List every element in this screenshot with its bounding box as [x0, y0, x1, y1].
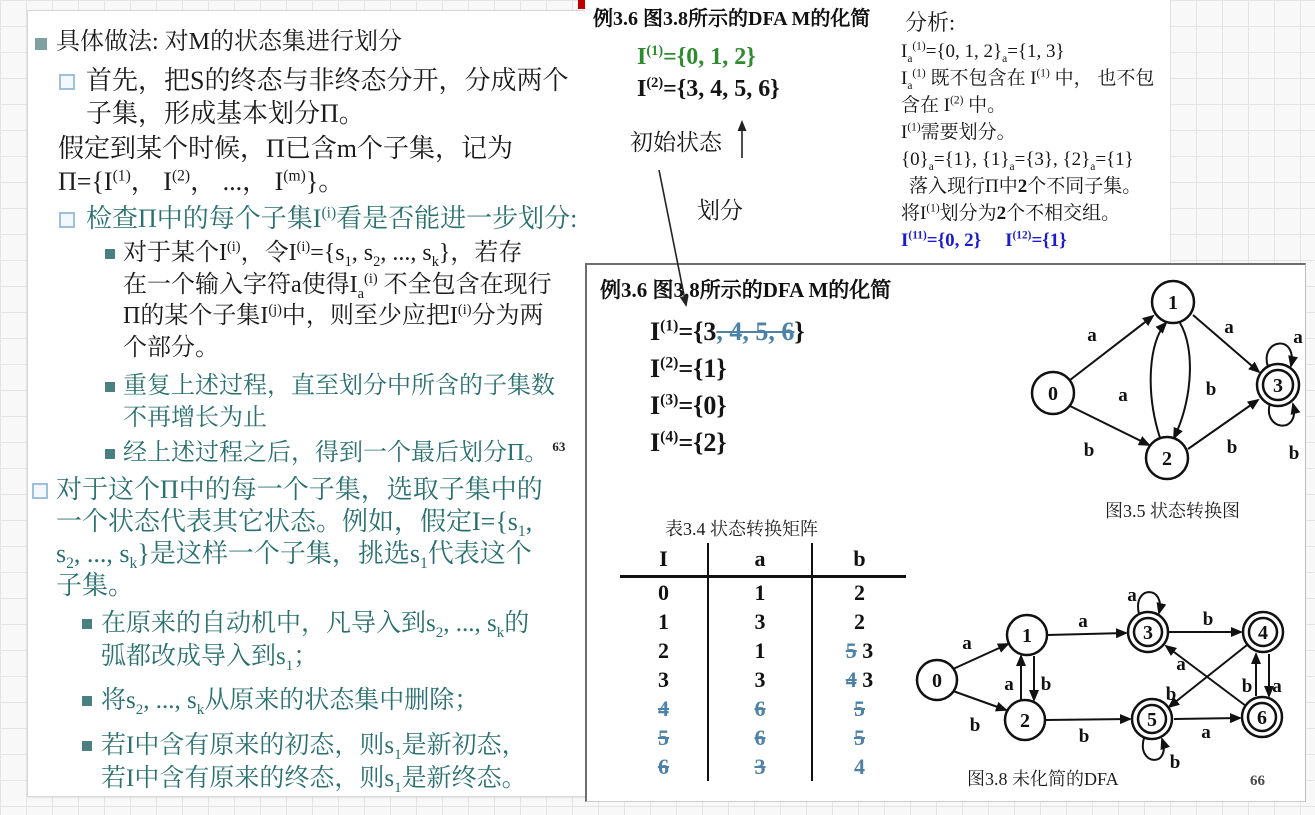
bullet-outline-square-icon: [32, 483, 48, 499]
table-header-row: [620, 543, 906, 577]
bullet-square-icon: [105, 249, 115, 259]
analysis-line: 含在 $I^{(2)}$ 中。: [901, 94, 1007, 116]
fig35-edge-label: a: [1118, 385, 1128, 406]
partition-label: 划分: [697, 198, 743, 223]
fig38-state-label: 1: [1022, 625, 1032, 647]
slide-bottom-right: [585, 263, 1306, 802]
left-slide-line: 子集，形成基本划分Π。: [86, 99, 365, 128]
left-slide-line: 若I中含有原来的终态，则$s_1$是新终态。: [101, 765, 527, 796]
table-cell: 3: [708, 665, 812, 694]
left-slide-line: 检查Π中的每个子集$I^{(i)}$看是否能进一步划分:: [86, 204, 577, 234]
table-cell: 6: [708, 694, 812, 723]
table-row: [620, 636, 906, 665]
left-slide-line: 在原来的自动机中，凡导入到$s_2$, ..., $s_k$的: [101, 610, 529, 639]
fig35-diagram: [982, 273, 1312, 498]
fig38-edge-0-1: [953, 644, 1008, 669]
left-slide-line: 经上述过程之后，得到一个最后划分Π。 $^{63}$: [123, 440, 565, 468]
left-slide-line: 对于某个$I^{(i)}$，令$I^{(i)}=\{s_1$, $s_2$, ..., $s_k$}，若存: [123, 240, 522, 268]
table-row: [620, 723, 906, 752]
left-slide-line: Π的某个子集$I^{(j)}$中，则至少应把$I^{(i)}$分为两: [123, 302, 544, 329]
fig35-edge-label: a: [1293, 327, 1303, 348]
fig35-caption: 图3.5 状态转换图: [1105, 501, 1240, 521]
left-slide-line: 在一个输入字符a使得$I_a^{(i)}$ 不全包含在现行: [123, 271, 552, 302]
analysis-line: 将$I^{(1)}$划分为2个不相交组。: [901, 202, 1121, 224]
fig35-state-label: 0: [1048, 383, 1058, 405]
bullet-square-icon: [105, 449, 115, 459]
left-slide-line: 将$s_2$, ..., $s_k$从原来的状态集中删除；: [101, 687, 479, 716]
fig38-selfloop-3-a: [1138, 592, 1160, 614]
fig35-edge-1-2: [1174, 323, 1190, 438]
fig38-caption: 图3.8 未化简的DFA: [967, 769, 1119, 789]
left-slide-line: 具体做法: 对M的状态集进行划分: [56, 29, 402, 57]
fig35-edge-label: b: [1083, 440, 1095, 461]
table-row: [620, 752, 906, 781]
fig38-edge-label: b: [1169, 752, 1181, 773]
bullet-square-icon: [35, 38, 47, 50]
set-line: $I^{(4)}=\{2\}$: [650, 428, 727, 457]
analysis-line: $\{0\}_a=\{1\}$, $\{1\}_a=\{3\}$, $\{2\}_a=\{1\}$: [901, 149, 1134, 173]
bullet-outline-square-icon: [59, 74, 75, 90]
set-line: $I^{(1)}=\{3$, 4, 5, 6}: [650, 317, 805, 346]
table-cell: 2: [854, 579, 865, 605]
table-cell: 4 3: [845, 666, 874, 692]
page-number-66: 66: [1250, 773, 1265, 789]
fig38-edge-0-2: [953, 691, 1006, 710]
left-slide-line: 对于这个Π中的每一个子集，选取子集中的: [56, 475, 543, 505]
fig38-state-label: 3: [1143, 622, 1153, 644]
page-number-63: 63: [552, 439, 566, 454]
analysis-line: $I^{(1)}$需要划分。: [901, 121, 1016, 143]
fig38-edge-label: a: [1176, 654, 1186, 675]
slide-top-right: [585, 0, 1171, 264]
set-line: $I^{(2)}=\{3$, 4, 5, 6}: [637, 75, 780, 102]
table-cell: 3: [658, 666, 669, 692]
fig38-edge-label: b: [969, 715, 981, 736]
fig38-edge-label: a: [1004, 674, 1014, 695]
fig35-edge-2-1: [1151, 323, 1166, 438]
fig38-edge-label: b: [1040, 674, 1052, 695]
table-cell: 5: [854, 695, 865, 721]
table-header-I: I: [620, 543, 708, 577]
left-slide-line: 一个状态代表其它状态。例如，假定$I=\{s_1$,: [56, 507, 533, 541]
left-slide-line: 不再增长为止: [123, 405, 267, 431]
fig38-edge-label: a: [1127, 585, 1137, 606]
table-cell: 6: [658, 753, 669, 779]
fig38-edge-5-6: [1174, 718, 1240, 719]
fig38-state-label: 6: [1257, 707, 1267, 729]
fig38-edge-label: a: [1078, 611, 1088, 632]
example-title-bottom: 例3.6 图3.8所示的DFA M的化简: [600, 278, 892, 302]
fig38-edge-label: a: [1272, 676, 1282, 697]
transition-table: [620, 543, 906, 781]
fig35-edge-0-2: [1070, 406, 1149, 445]
fig38-edge-label: b: [1165, 684, 1177, 705]
analysis-result: $I^{(11)}=\{0$, 2} $I^{(12)}=\{1\}$: [901, 229, 1067, 251]
table-header-b: b: [812, 543, 906, 577]
fig38-edge-label: b: [1202, 609, 1214, 630]
table-cell: 1: [708, 636, 812, 665]
bullet-square-icon: [105, 382, 115, 392]
analysis-heading: 分析:: [905, 10, 956, 35]
analysis-line: 落入现行Π中2个不同子集。: [909, 176, 1142, 197]
fig38-edge-1-3: [1047, 633, 1126, 635]
fig38-edge-label: a: [962, 633, 972, 654]
left-slide-line: 子集。: [56, 571, 135, 600]
fig35-state-label: 2: [1162, 448, 1172, 470]
table-row: [620, 694, 906, 723]
set-line-green: $I^{(1)}=\{0$, 1, 2}: [637, 43, 756, 70]
fig35-state-label: 3: [1273, 375, 1283, 397]
slide-left: [27, 10, 587, 797]
analysis-line: $I_a^{(1)}=\{0$, 1, $2\}_a=\{1$, 3}: [901, 40, 1065, 65]
left-slide-line: $s_2$, ..., $s_k$}是这样一个子集，挑选$s_1$代表这个: [56, 539, 532, 573]
table-cell: 3: [708, 752, 812, 781]
table-row: [620, 577, 906, 608]
set-line: $I^{(3)}=\{0\}$: [650, 391, 727, 420]
fig38-edge-label: b: [1078, 726, 1090, 747]
fig38-selfloop-5-b: [1143, 738, 1164, 760]
fig35-edge-label: b: [1205, 379, 1217, 400]
left-slide-line: 假定到某个时候，Π已含m个子集，记为: [58, 134, 514, 163]
set-line: $I^{(2)}=\{1\}$: [650, 354, 727, 383]
fig35-edge-label: b: [1288, 443, 1300, 464]
fig35-edge-2-3: [1188, 400, 1258, 449]
bullet-square-icon: [82, 619, 92, 629]
bullet-square-icon: [82, 741, 92, 751]
table-row: [620, 665, 906, 694]
table-cell: 1: [708, 577, 812, 608]
fig35-edge-0-1: [1070, 316, 1153, 380]
table-cell: 4: [658, 695, 669, 721]
fig38-state-label: 0: [932, 670, 942, 692]
fig35-edge-label: b: [1226, 437, 1238, 458]
fig35-edge-label: a: [1087, 325, 1097, 346]
fig35-edge-label: a: [1224, 317, 1234, 338]
fig38-state-label: 5: [1147, 709, 1157, 731]
table-cell: 3: [708, 607, 812, 636]
bullet-outline-square-icon: [59, 212, 75, 228]
table-cell: 0: [658, 579, 669, 605]
fig38-edge-2-5: [1046, 719, 1130, 720]
table-cell: 5: [658, 724, 669, 750]
table-cell: 4: [854, 753, 865, 779]
left-slide-line: 若I中含有原来的初态，则$s_1$是新初态，: [101, 732, 527, 761]
left-slide-line: 重复上述过程，直至划分中所含的子集数: [123, 373, 555, 401]
table-cell: 5: [854, 724, 865, 750]
fig38-edge-label: b: [1241, 676, 1253, 697]
bullet-square-icon: [82, 696, 92, 706]
table-cell: 6: [708, 723, 812, 752]
table-row: [620, 607, 906, 636]
table-header-a: a: [708, 543, 812, 577]
table-cell: 5 3: [845, 637, 874, 663]
left-slide-line: 首先，把S的终态与非终态分开，分成两个: [86, 66, 568, 96]
example-title-top: 例3.6 图3.8所示的DFA M的化简: [593, 8, 871, 30]
table-cell: 2: [854, 608, 865, 634]
fig38-state-label: 4: [1258, 622, 1268, 644]
fig38-edge-label: a: [1201, 722, 1211, 743]
analysis-block: [901, 38, 1154, 254]
table-cell: 2: [658, 637, 669, 663]
fig38-diagram: [905, 557, 1307, 775]
table-cell: 1: [658, 608, 669, 634]
fig35-state-label: 1: [1168, 292, 1178, 314]
analysis-line: $I_a^{(1)}$ 既不包含在 $I^{(1)}$ 中， 也不包: [901, 67, 1155, 92]
fig38-state-label: 2: [1020, 710, 1030, 732]
table-caption: 表3.4 状态转换矩阵: [665, 519, 818, 539]
initial-state-label: 初始状态: [630, 130, 722, 155]
left-slide-line: $\Pi=\{I^{(1)}$， $I^{(2)}$， ...， $I^{(m)}$}。: [58, 167, 345, 196]
left-slide-line: 个部分。: [123, 335, 219, 361]
left-slide-line: 弧都改成导入到$s_1$；: [101, 643, 319, 674]
